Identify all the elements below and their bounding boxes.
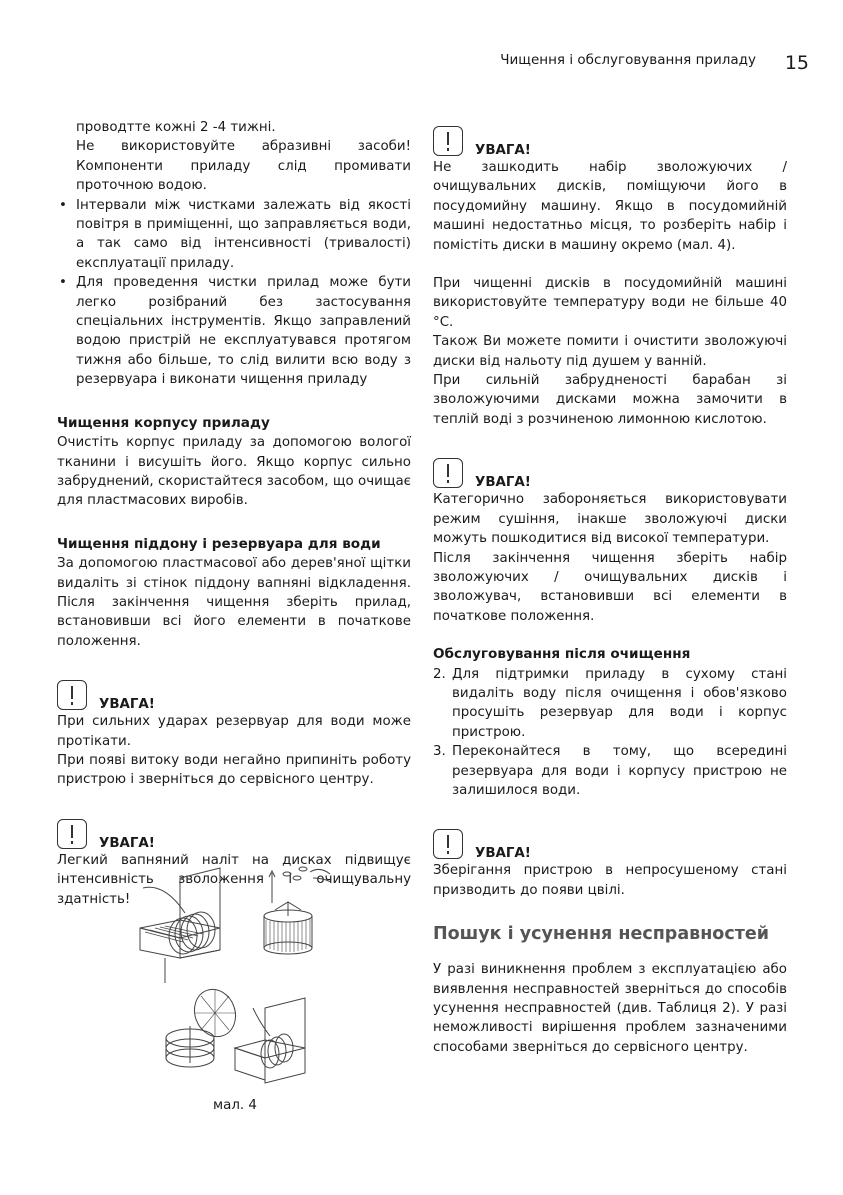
warning-icon <box>57 819 87 849</box>
tray-cleaning-text: За допомогою пластмасової або дерев'яної щітки видаліть зі стінок піддону вапняні відкладення. Після закінчення чищення зберіть прилад, встановивши всі його елементи в початкове положення. <box>57 556 411 649</box>
page-header-title: Чищення і обслуговування приладу <box>500 52 756 68</box>
list-item <box>433 665 787 743</box>
figure-caption: мал. 4 <box>213 1098 257 1113</box>
warning-text: Легкий вапняний наліт на дисках підвищує інтенсивність зволоження і очищувальну здатність! <box>57 852 411 907</box>
warning-title: УВАГА! <box>475 475 531 491</box>
disc-cleaning-text: При чищенні дисків в посудомийній машині використовуйте температуру води не більше 40 °С. <box>433 276 787 330</box>
intro-text: проводтте кожні 2 -4 тижні. <box>76 120 276 135</box>
step-number: 3. <box>433 744 446 760</box>
list-item: • Для проведення чистки прилад може бути легко розібраний без застосування спеціальних інструментів. Якщо заправлений водою пристрій не експлуатувався протягом тижня або більше, то слід вилити всю воду з резервуара і виконати чищення приладу <box>57 273 411 389</box>
warning-title: УВАГА! <box>475 846 531 862</box>
warning-text: Не зашкодить набір зволожуючих / очищувальних дисків, поміщуючи його в посудомийну машину. Якщо в посудомийній машині недостатньо місця, то розберіть набір і помістіть диски в машину окремо (мал. 4). <box>433 160 787 253</box>
warning-text: При сильних ударах резервуар для води може протікати. <box>57 714 411 749</box>
warning-icon <box>57 680 87 710</box>
warning-text: Після закінчення чищення зберіть набір зволожуючих / очищувальних дисків і зволожувач, встановивши всі елементи в початкове положення. <box>433 550 787 624</box>
disc-cleaning-text: Також Ви можете помити і очистити зволожуючі диски від нальоту під душем у ванній. <box>433 334 787 369</box>
warning-text: Категорично забороняється використовувати режим сушіння, інакше зволожуючі диски можуть пошкодитися від високої температури. <box>433 492 787 547</box>
body-cleaning-heading: Чищення корпусу приладу <box>57 414 270 431</box>
warning-title: УВАГА! <box>99 835 155 851</box>
intro-warning-text: Не використовуйте абразивні засоби! Компоненти приладу слід промивати проточною водою. <box>76 139 411 194</box>
warning-block <box>433 448 787 491</box>
step-number: 2. <box>433 666 446 682</box>
warning-block <box>433 120 787 156</box>
warning-icon <box>433 126 463 156</box>
right-column <box>433 120 787 1057</box>
body-cleaning-text: Очистіть корпус приладу за допомогою вологої тканини і висушіть його. Якщо корпус сильно забруднений, скористайтеся засобом, що очищає для пластмасових виробів. <box>57 435 411 509</box>
list-item: • Інтервали між чистками залежать від якості повітря в приміщенні, що заправляється води, а так само від інтенсивності (тривалості) експлуатації приладу. <box>57 196 411 274</box>
tray-cleaning-heading: Чищення піддону і резервуара для води <box>57 535 381 552</box>
troubleshooting-title: Пошук і усунення несправностей <box>433 924 769 945</box>
left-column <box>57 118 411 909</box>
troubleshooting-text: У разі виникнення проблем з експлуатацією або виявлення несправностей зверніться до способів усунення несправностей (див. Таблиця 2). У разі неможливості вирішення проблем зазначеними способами зверніться до сервісного центру. <box>433 962 787 1055</box>
step-text: Переконайтеся в тому, що всередині резервуара для води і корпусу пристрою не залишилося води. <box>452 744 787 798</box>
warning-title: УВАГА! <box>475 143 531 158</box>
warning-text: При появі витоку води негайно припиніть роботу пристрою і зверніться до сервісного центру. <box>57 752 411 788</box>
bullet-list <box>57 196 411 390</box>
page-number: 15 <box>784 52 809 74</box>
step-text: Для підтримки приладу в сухому стані видаліть воду після очищення і обов'язково просушіть резервуар для води і корпус пристрою. <box>452 666 787 740</box>
list-item <box>433 742 787 800</box>
warning-block <box>57 670 411 713</box>
warning-text: Зберігання пристрою в непросушеному стані призводить до появи цвілі. <box>433 863 787 898</box>
disc-cleaning-illustration <box>135 858 335 1093</box>
service-heading: Обслуговування після очищення <box>433 646 691 663</box>
warning-icon <box>433 829 463 859</box>
warning-block <box>433 819 787 862</box>
warning-icon <box>433 458 463 488</box>
warning-title: УВАГА! <box>99 697 155 713</box>
warning-block <box>57 809 411 849</box>
service-steps <box>433 665 787 801</box>
disc-cleaning-text: При сильній забрудненості барабан зі зволожуючими дисками можна замочити в теплій воді з розчиненою лимонною кислотою. <box>433 373 787 427</box>
